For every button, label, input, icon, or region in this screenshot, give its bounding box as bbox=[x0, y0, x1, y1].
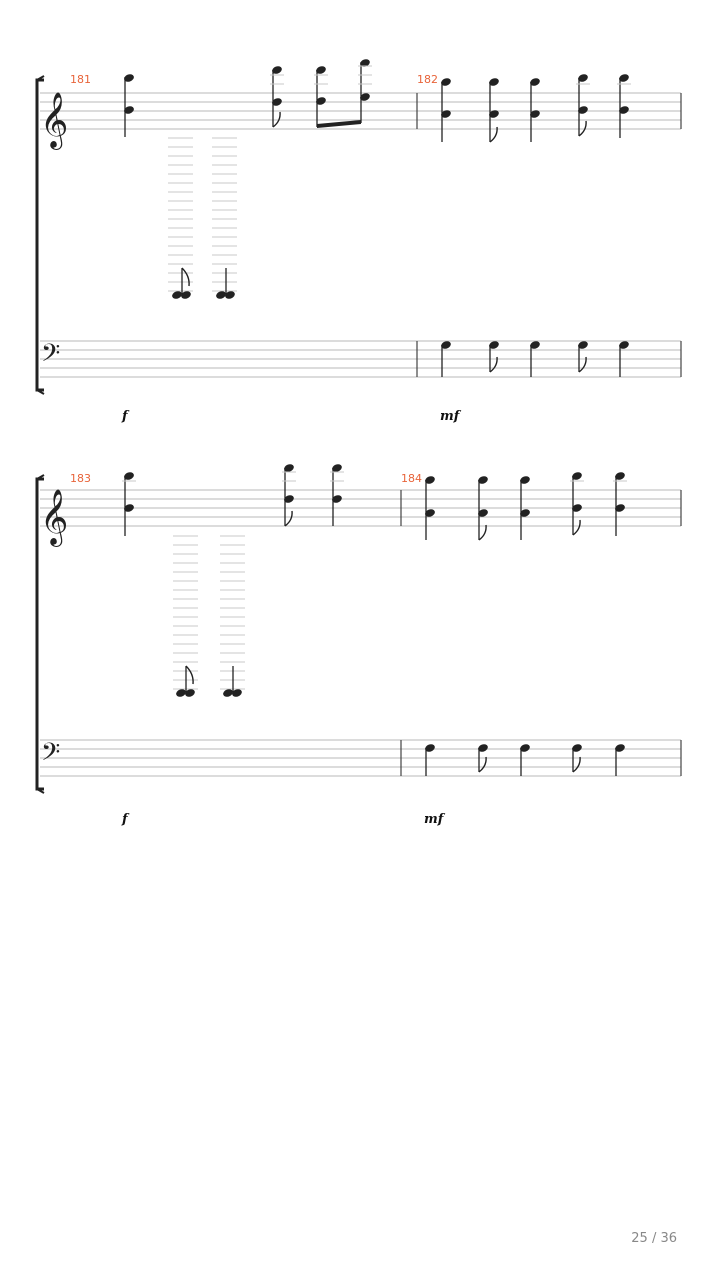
bass-note bbox=[519, 743, 531, 776]
chord bbox=[477, 475, 489, 540]
bass-note bbox=[614, 743, 626, 776]
bass-note bbox=[577, 340, 589, 372]
dynamic-marking: mf bbox=[424, 812, 444, 827]
chord bbox=[488, 77, 500, 142]
bass-clef-icon: 𝄢 bbox=[41, 738, 61, 773]
bass-note bbox=[477, 743, 489, 772]
treble-clef-icon: 𝄞 bbox=[40, 92, 69, 148]
dynamic-marking: f bbox=[122, 409, 128, 424]
bass-staff bbox=[40, 740, 681, 776]
treble-staff bbox=[40, 490, 681, 526]
bass-note bbox=[440, 340, 452, 377]
chord bbox=[123, 73, 135, 137]
chord bbox=[424, 475, 436, 540]
measure-number: 183 bbox=[70, 472, 91, 485]
bass-clef-icon: 𝄢 bbox=[41, 339, 61, 374]
bass-note bbox=[571, 743, 583, 772]
chord bbox=[529, 77, 541, 142]
bass-note bbox=[529, 340, 541, 377]
chord bbox=[271, 65, 283, 127]
system-2 bbox=[37, 463, 681, 827]
treble-clef-icon: 𝄞 bbox=[40, 489, 69, 545]
dynamic-marking: f bbox=[122, 812, 128, 827]
chord bbox=[577, 73, 589, 136]
page-indicator: 25 / 36 bbox=[631, 1231, 677, 1246]
measure-number: 184 bbox=[401, 472, 422, 485]
chord bbox=[519, 475, 531, 540]
ledger-lines bbox=[173, 536, 245, 689]
bass-note bbox=[424, 743, 436, 776]
bass-note bbox=[618, 340, 630, 377]
system-1 bbox=[37, 58, 681, 424]
measure-number: 182 bbox=[417, 73, 438, 86]
dynamic-marking: mf bbox=[440, 409, 460, 424]
chord bbox=[618, 73, 630, 138]
bass-note bbox=[488, 340, 500, 372]
measure-number: 181 bbox=[70, 73, 91, 86]
chord bbox=[440, 77, 452, 142]
